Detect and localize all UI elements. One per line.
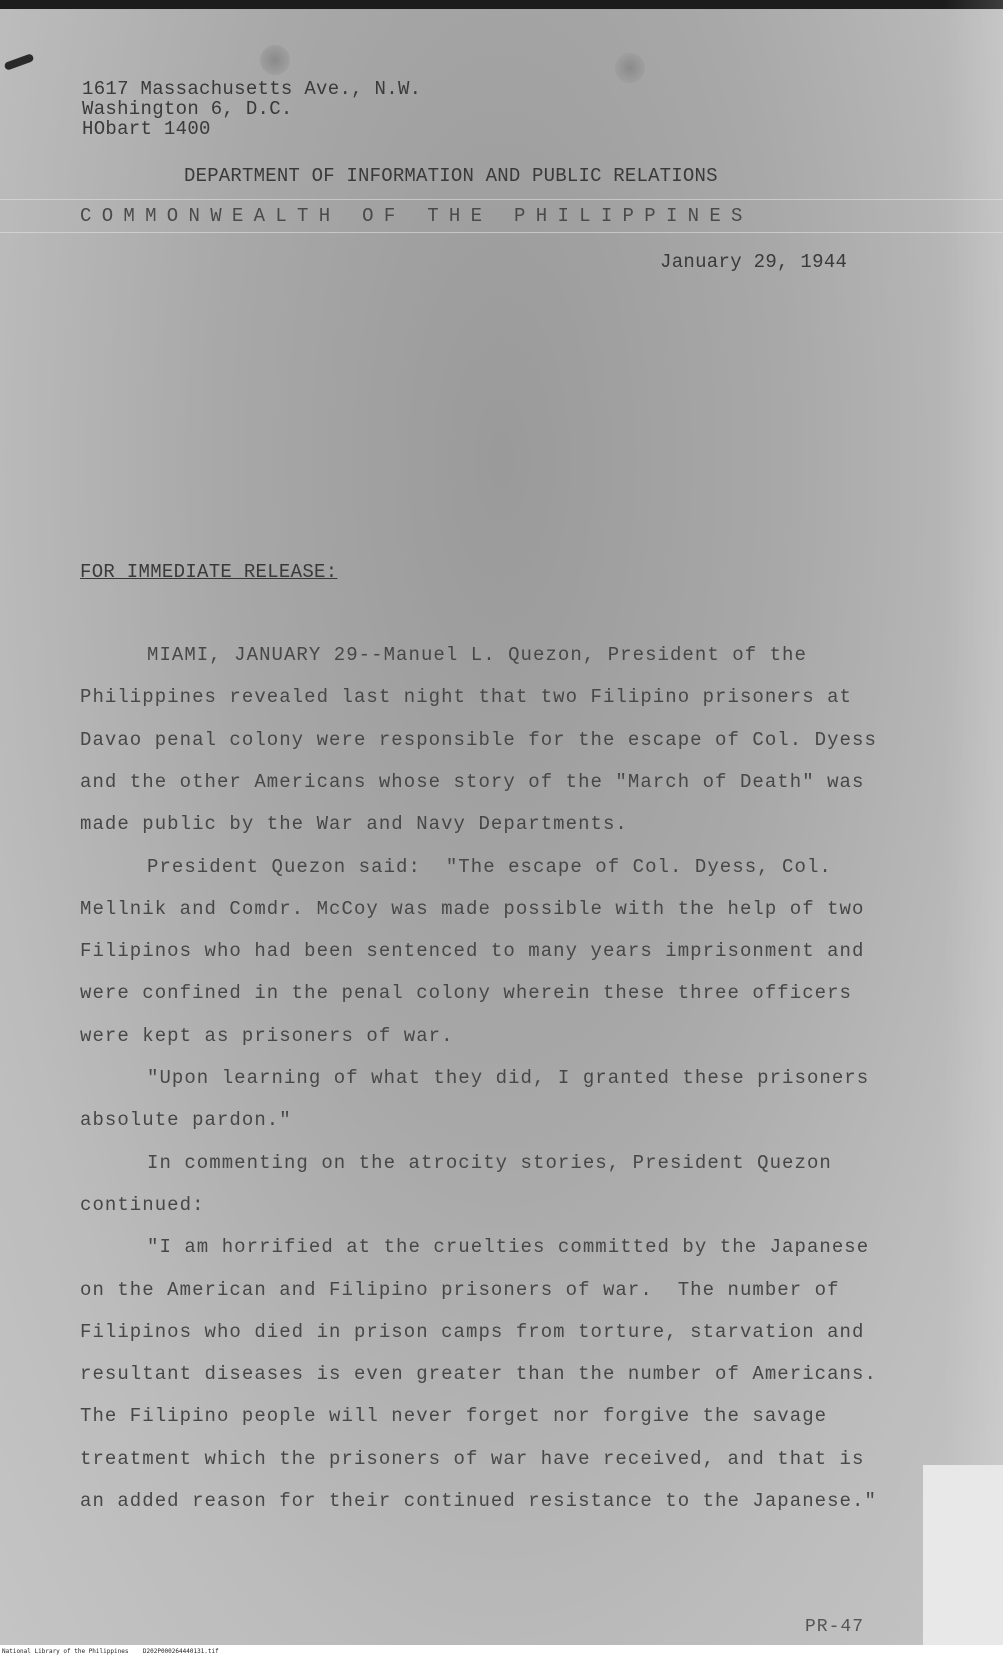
body-line: absolute pardon." bbox=[80, 1109, 292, 1131]
body-line: on the American and Filipino prisoners of war. The number of bbox=[80, 1279, 840, 1301]
body-line: "I am horrified at the cruelties committed by the Japanese bbox=[147, 1236, 870, 1258]
body-line: "Upon learning of what they did, I granted these prisoners bbox=[147, 1067, 870, 1089]
body-line: resultant diseases is even greater than the number of Americans. bbox=[80, 1363, 877, 1385]
body-line: President Quezon said: "The escape of Col. Dyess, Col. bbox=[147, 856, 832, 878]
address-line-1: 1617 Massachusetts Ave., N.W. bbox=[82, 78, 422, 100]
body-line: Filipinos who had been sentenced to many years imprisonment and bbox=[80, 940, 865, 962]
footer-bar bbox=[0, 1647, 1003, 1658]
body-line: were kept as prisoners of war. bbox=[80, 1025, 454, 1047]
ink-mark bbox=[4, 53, 35, 71]
header-rule-bottom bbox=[0, 232, 1003, 233]
body-line: and the other Americans whose story of the "March of Death" was bbox=[80, 771, 865, 793]
body-line: In commenting on the atrocity stories, President Quezon bbox=[147, 1152, 832, 1174]
scan-top-edge bbox=[0, 0, 1003, 9]
punch-hole-left bbox=[260, 45, 290, 75]
scan-corner-patch bbox=[923, 1465, 1003, 1645]
address-line-2: Washington 6, D.C. bbox=[82, 98, 293, 120]
body-line: were confined in the penal colony wherein these three officers bbox=[80, 982, 853, 1004]
body-line: continued: bbox=[80, 1194, 205, 1216]
scan-right-edge bbox=[943, 0, 1003, 1645]
body-line: The Filipino people will never forget nor forgive the savage bbox=[80, 1405, 828, 1427]
body-line: Davao penal colony were responsible for the escape of Col. Dyess bbox=[80, 729, 877, 751]
body-line: made public by the War and Navy Departments. bbox=[80, 813, 628, 835]
release-label: FOR IMMEDIATE RELEASE: bbox=[80, 561, 338, 583]
header-rule-top bbox=[0, 199, 1003, 200]
page-code: PR-47 bbox=[805, 1617, 865, 1637]
body-line: an added reason for their continued resistance to the Japanese." bbox=[80, 1490, 877, 1512]
body-line: Philippines revealed last night that two Filipino prisoners at bbox=[80, 686, 853, 708]
commonwealth-title: COMMONWEALTH OF THE PHILIPPINES bbox=[80, 205, 753, 227]
release-date: January 29, 1944 bbox=[660, 251, 848, 273]
phone-number: HObart 1400 bbox=[82, 118, 211, 140]
punch-hole-right bbox=[615, 53, 645, 83]
body-line: Filipinos who died in prison camps from torture, starvation and bbox=[80, 1321, 865, 1343]
body-line: Mellnik and Comdr. McCoy was made possible with the help of two bbox=[80, 898, 865, 920]
footer-caption: National Library of the Philippines D202P000264440131.tif bbox=[2, 1648, 219, 1655]
department-title: DEPARTMENT OF INFORMATION AND PUBLIC RELATIONS bbox=[184, 165, 718, 187]
body-line: MIAMI, JANUARY 29--Manuel L. Quezon, President of the bbox=[147, 644, 807, 666]
body-line: treatment which the prisoners of war have received, and that is bbox=[80, 1448, 865, 1470]
